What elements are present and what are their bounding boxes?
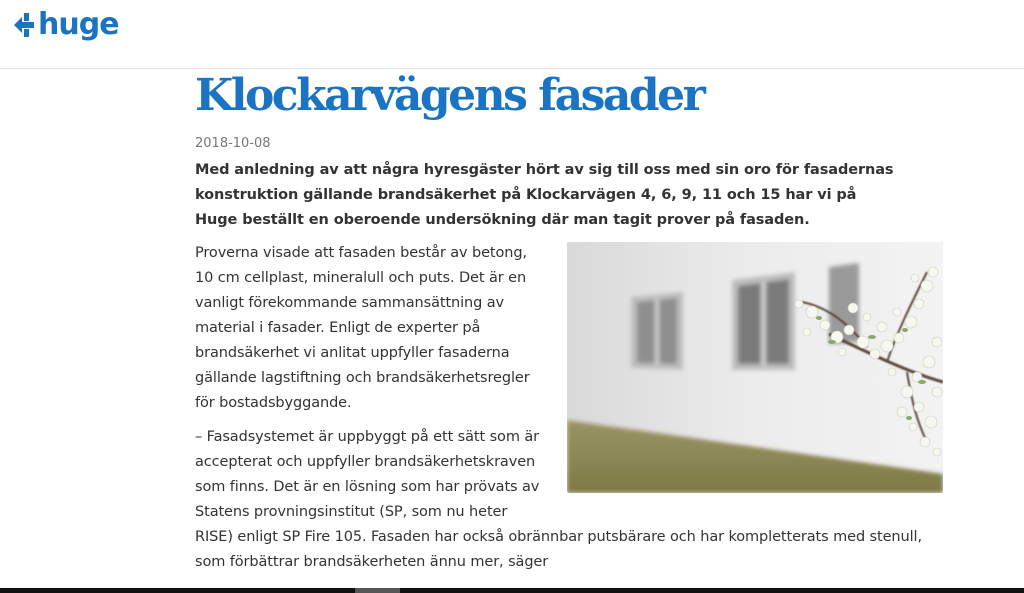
horizontal-scrollbar[interactable] xyxy=(0,588,1024,593)
article-body xyxy=(195,241,943,584)
article-date: 2018-10-08 xyxy=(195,136,271,151)
scrollbar-thumb[interactable] xyxy=(355,588,400,593)
article-paragraph: – Fasadsystemet är uppbyggt på ett sätt som är accepterat och uppfyller brandsäkerhetskraven som finns. Det är en lösning som har prövats av Statens provningsinstitut (SP, som nu heter RISE) enligt SP Fire 105. Fasaden har också obrännbar putsbärare och har kompletterats med stenull, som förbättrar brandsäkerheten ännu mer, säger xyxy=(195,429,922,570)
facade-photo xyxy=(567,242,943,493)
article-lead: Med anledning av att några hyresgäster hört av sig till oss med sin oro för fasadernas konstruktion gällande brandsäkerhet på Klockarvägen 4, 6, 9, 11 och 15 har vi på Huge beställt en oberoende undersökning där man tagit prover på fasaden. xyxy=(195,162,894,228)
site-header xyxy=(0,0,1024,69)
logo-text: huge xyxy=(38,7,119,42)
article-paragraph: Proverna visade att fasaden består av betong, 10 cm cellplast, mineralull och puts. Det är en vanligt förekommande sammansättning av material i fasader. Enligt de experter på brandsäkerhet vi anlitat uppfyller fasaderna gällande lagstiftning och brandsäkerhetsregler för bostadsbyggande. xyxy=(195,245,530,411)
huge-logo-icon xyxy=(12,11,36,39)
page-title: Klockarvägens fasader xyxy=(195,70,704,121)
huge-logo-link[interactable] xyxy=(12,7,119,42)
